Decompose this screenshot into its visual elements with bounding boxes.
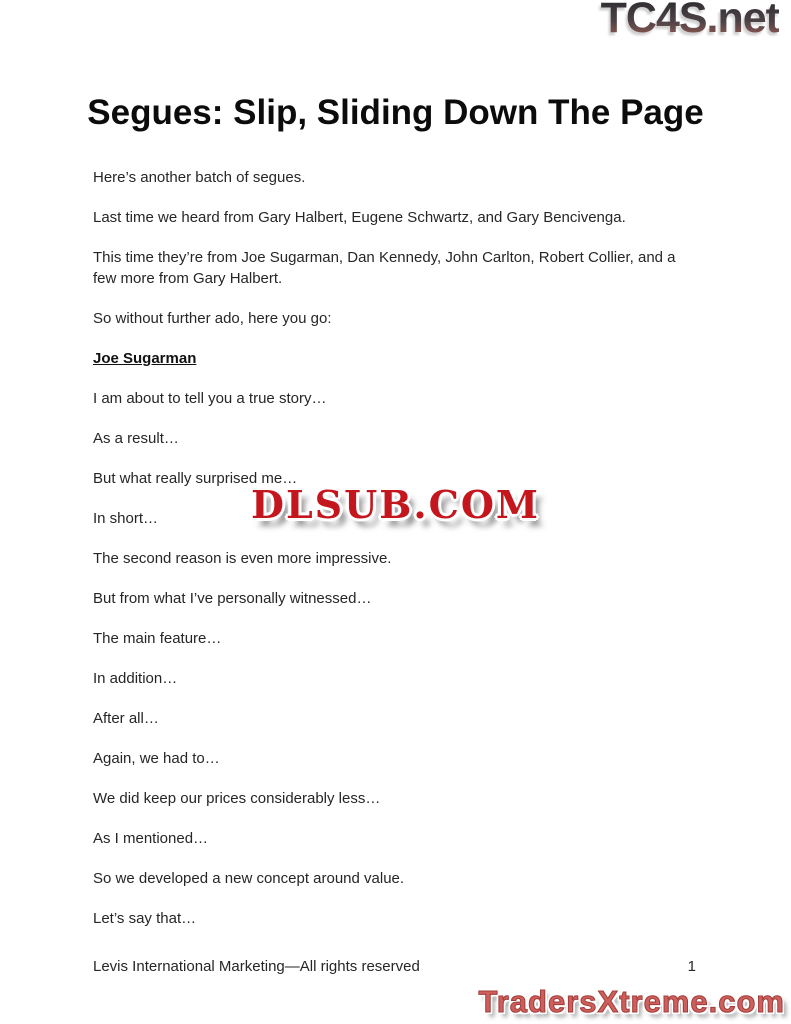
- paragraph: Here’s another batch of segues.: [93, 169, 306, 186]
- segue-line: As a result…: [93, 430, 179, 447]
- dlsub-watermark: DLSUB.COM: [250, 482, 540, 527]
- segue-line: We did keep our prices considerably less…: [93, 790, 381, 807]
- segue-line: The main feature…: [93, 630, 222, 647]
- segue-line: After all…: [93, 710, 159, 727]
- segue-line: I am about to tell you a true story…: [93, 390, 327, 407]
- tc4s-logo: TC4S.net: [601, 0, 779, 43]
- paragraph: This time they’re from Joe Sugarman, Dan Kennedy, John Carlton, Robert Collier, and a few more from Gary Halbert.: [93, 249, 676, 287]
- segue-line: Let’s say that…: [93, 910, 197, 927]
- section-heading-joe-sugarman: Joe Sugarman: [93, 350, 197, 367]
- tradersxtreme-logo: TradersXtreme.com: [478, 984, 785, 1019]
- segue-line: So we developed a new concept around value.: [93, 870, 405, 887]
- segue-line: In short…: [93, 510, 159, 527]
- document-body: [0, 167, 791, 929]
- page-number: 1: [687, 958, 696, 975]
- page-title: Segues: Slip, Sliding Down The Page: [87, 93, 704, 132]
- paragraph: Last time we heard from Gary Halbert, Eugene Schwartz, and Gary Bencivenga.: [93, 209, 626, 226]
- segue-line: Again, we had to…: [93, 750, 220, 767]
- segue-line: As I mentioned…: [93, 830, 209, 847]
- segue-line: But from what I’ve personally witnessed…: [93, 590, 372, 607]
- segue-line: But what really surprised me…: [93, 470, 298, 487]
- page-footer: [93, 958, 696, 975]
- segue-line: The second reason is even more impressive.: [93, 550, 392, 567]
- segue-line: In addition…: [93, 670, 178, 687]
- paragraph: So without further ado, here you go:: [93, 310, 332, 327]
- footer-copyright: Levis International Marketing—All rights reserved: [93, 958, 420, 975]
